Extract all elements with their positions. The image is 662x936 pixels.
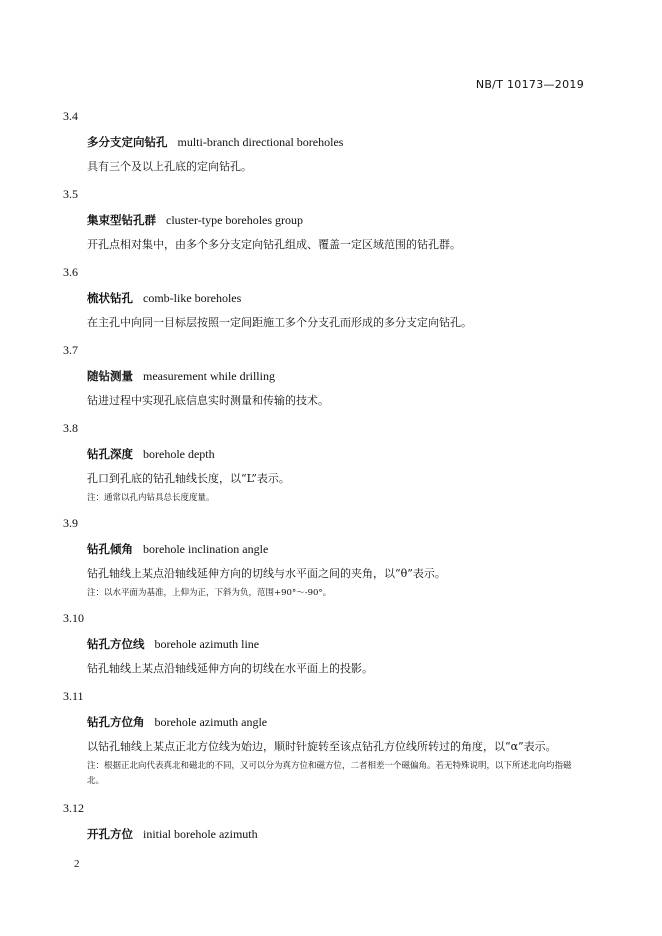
term-definition: 开孔点相对集中，由多个多分支定向钻孔组成、覆盖一定区域范围的钻孔群。 bbox=[87, 238, 461, 251]
term-title bbox=[87, 135, 343, 149]
term-title bbox=[87, 827, 258, 841]
term-title bbox=[87, 213, 303, 227]
term-english: borehole depth bbox=[143, 447, 215, 461]
term-chinese: 钻孔深度 bbox=[87, 447, 133, 461]
term-definition: 在主孔中向同一目标层按照一定间距施工多个分支孔而形成的多分支定向钻孔。 bbox=[87, 316, 472, 329]
term-english: borehole azimuth line bbox=[154, 637, 260, 651]
term-note: 注：通常以孔内钻具总长度度量。 bbox=[87, 493, 215, 503]
term-english: cluster-type boreholes group bbox=[166, 213, 304, 227]
term-chinese: 随钻测量 bbox=[87, 369, 133, 383]
term-title bbox=[87, 637, 259, 651]
term-english: borehole azimuth angle bbox=[154, 715, 268, 729]
term-title bbox=[87, 369, 275, 383]
term-number: 3.11 bbox=[63, 689, 84, 703]
term-definition: 以钻孔轴线上某点正北方位线为始边，顺时针旋转至该点钻孔方位线所转过的角度，以“α”表示。 bbox=[87, 740, 557, 753]
term-number: 3.9 bbox=[63, 516, 78, 530]
term-note: 注：根据正北向代表真北和磁北的不同，又可以分为真方位和磁方位，二者相差一个磁偏角。若无特殊说明，以下所述北向均指磁北。 bbox=[87, 761, 572, 786]
term-english: comb-like boreholes bbox=[143, 291, 242, 305]
term-number: 3.12 bbox=[63, 801, 84, 815]
term-chinese: 集束型钻孔群 bbox=[87, 213, 156, 227]
term-number: 3.7 bbox=[63, 343, 78, 357]
term-title bbox=[87, 291, 241, 305]
term-english: borehole inclination angle bbox=[143, 542, 269, 556]
term-number: 3.8 bbox=[63, 421, 78, 435]
term-definition: 孔口到孔底的钻孔轴线长度，以“L”表示。 bbox=[87, 472, 290, 485]
term-english: initial borehole azimuth bbox=[143, 827, 258, 841]
term-title bbox=[87, 542, 268, 556]
term-definition: 具有三个及以上孔底的定向钻孔。 bbox=[87, 160, 252, 173]
term-title bbox=[87, 447, 215, 461]
term-chinese: 钻孔倾角 bbox=[87, 542, 133, 556]
term-english: measurement while drilling bbox=[143, 369, 275, 383]
term-chinese: 钻孔方位角 bbox=[87, 715, 145, 729]
term-definition: 钻孔轴线上某点沿轴线延伸方向的切线与水平面之间的夹角，以“θ”表示。 bbox=[87, 567, 446, 580]
term-chinese: 钻孔方位线 bbox=[87, 637, 145, 651]
term-english: multi-branch directional boreholes bbox=[177, 135, 344, 149]
term-number: 3.4 bbox=[63, 109, 78, 123]
term-title bbox=[87, 715, 267, 729]
standard-code: NB/T 10173—2019 bbox=[475, 78, 584, 91]
term-definition: 钻孔轴线上某点沿轴线延伸方向的切线在水平面上的投影。 bbox=[87, 662, 373, 675]
term-definition: 钻进过程中实现孔底信息实时测量和传输的技术。 bbox=[87, 394, 329, 407]
term-chinese: 多分支定向钻孔 bbox=[87, 135, 168, 149]
term-chinese: 开孔方位 bbox=[87, 827, 133, 841]
page-number: 2 bbox=[74, 858, 80, 870]
term-number: 3.6 bbox=[63, 265, 78, 279]
term-number: 3.10 bbox=[63, 611, 84, 625]
term-note: 注：以水平面为基准，上仰为正，下斜为负，范围+90°～-90°。 bbox=[87, 588, 332, 598]
term-chinese: 梳状钻孔 bbox=[87, 291, 133, 305]
term-number: 3.5 bbox=[63, 187, 78, 201]
